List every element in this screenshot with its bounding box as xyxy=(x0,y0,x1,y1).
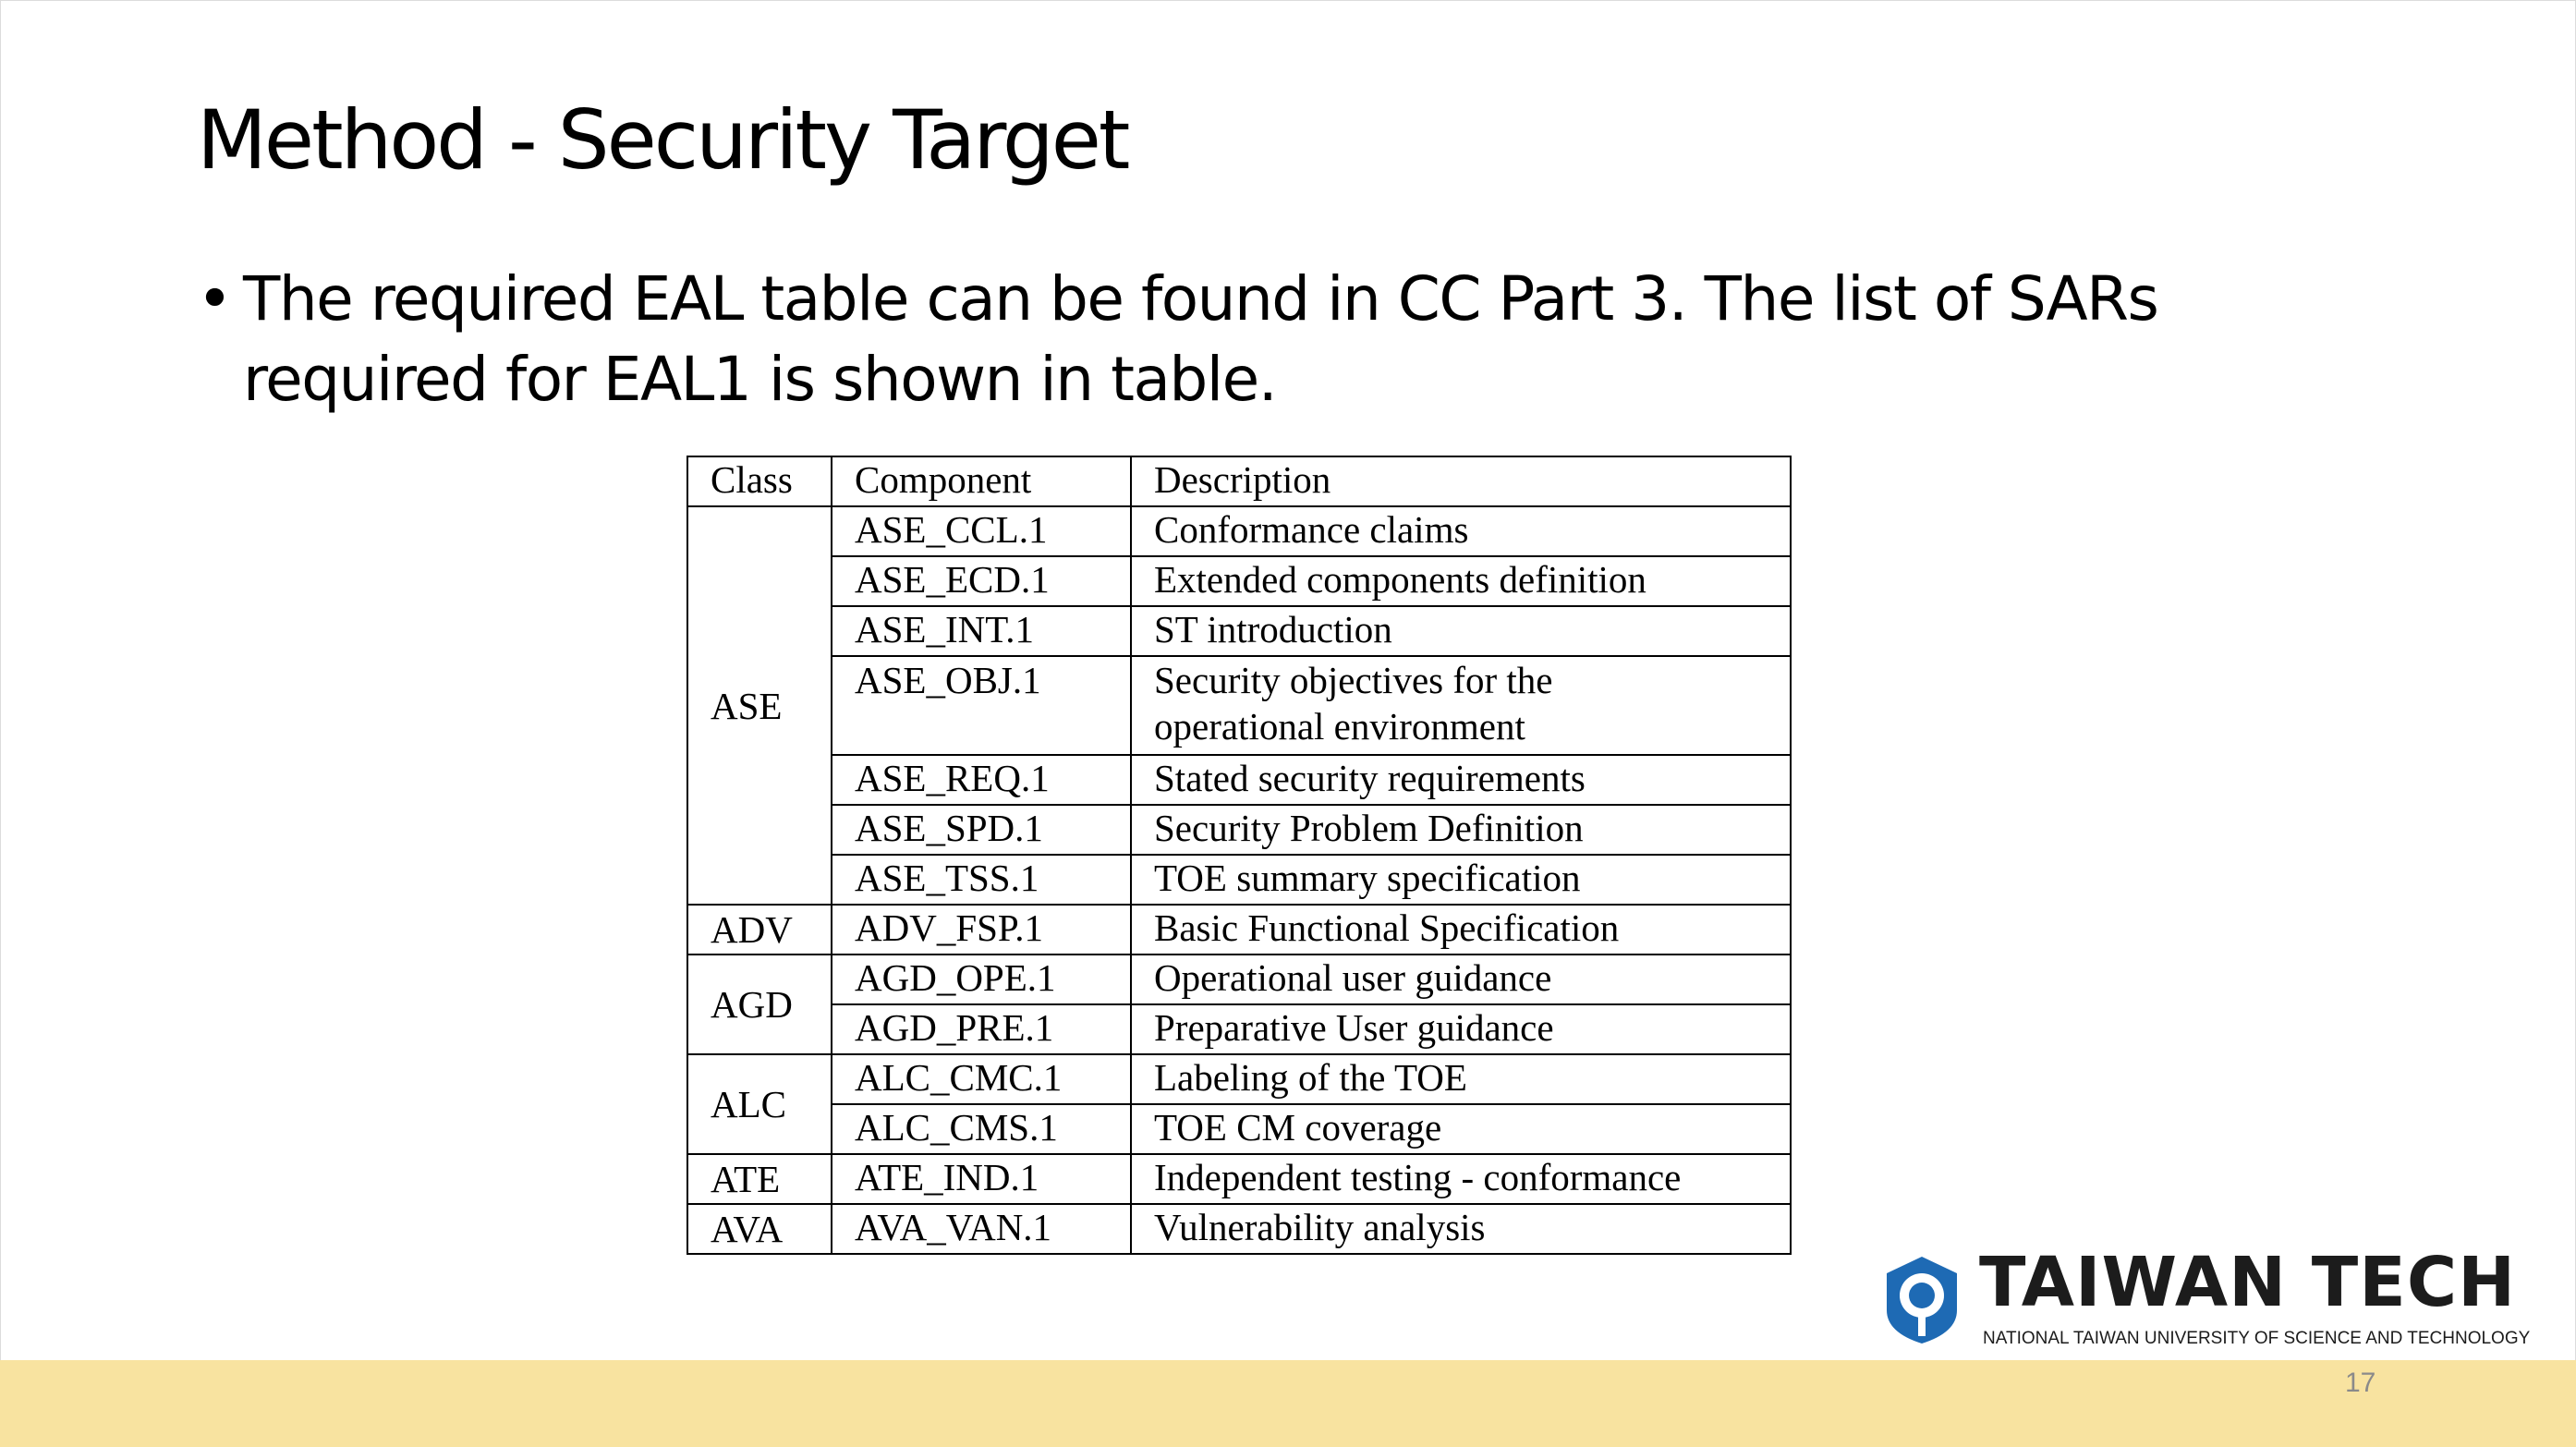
table-row xyxy=(687,656,1791,755)
component-cell: AGD_OPE.1 xyxy=(832,955,1131,1004)
table-row xyxy=(687,855,1791,905)
component-cell: AVA_VAN.1 xyxy=(832,1204,1131,1254)
component-cell: ADV_FSP.1 xyxy=(832,905,1131,955)
description-line: Security objectives for the xyxy=(1154,659,1553,701)
table-row xyxy=(687,1204,1791,1254)
bullet-item xyxy=(197,259,2322,420)
component-cell: ASE_REQ.1 xyxy=(832,755,1131,805)
sar-table xyxy=(687,456,1792,1255)
bullet-text: The required EAL table can be found in CC Part 3. The list of SARs required for EAL1 is shown in table. xyxy=(243,263,2158,415)
description-cell: Extended components definition xyxy=(1131,556,1791,606)
description-cell: Conformance claims xyxy=(1131,506,1791,556)
component-cell: ASE_INT.1 xyxy=(832,606,1131,656)
component-cell: ALC_CMS.1 xyxy=(832,1104,1131,1154)
component-cell: ASE_OBJ.1 xyxy=(832,656,1131,755)
bullet-dot: • xyxy=(197,263,232,334)
table-row xyxy=(687,1104,1791,1154)
description-cell xyxy=(1131,656,1791,755)
description-line: operational environment xyxy=(1154,705,1525,748)
footer-band xyxy=(0,1360,2576,1447)
table-header-row xyxy=(687,456,1791,506)
class-cell: ASE xyxy=(687,506,832,905)
description-cell: Basic Functional Specification xyxy=(1131,905,1791,955)
description-cell: Independent testing - conformance xyxy=(1131,1154,1791,1204)
description-cell: TOE CM coverage xyxy=(1131,1104,1791,1154)
table-row xyxy=(687,556,1791,606)
component-cell: ALC_CMC.1 xyxy=(832,1054,1131,1104)
header-class: Class xyxy=(687,456,832,506)
description-cell: Labeling of the TOE xyxy=(1131,1054,1791,1104)
description-cell: Operational user guidance xyxy=(1131,955,1791,1004)
component-cell: AGD_PRE.1 xyxy=(832,1004,1131,1054)
table-row xyxy=(687,506,1791,556)
component-cell: ASE_SPD.1 xyxy=(832,805,1131,855)
table-row xyxy=(687,1004,1791,1054)
component-cell: ATE_IND.1 xyxy=(832,1154,1131,1204)
description-cell: Preparative User guidance xyxy=(1131,1004,1791,1054)
table-row xyxy=(687,755,1791,805)
description-cell: Stated security requirements xyxy=(1131,755,1791,805)
description-cell: Security Problem Definition xyxy=(1131,805,1791,855)
description-cell: ST introduction xyxy=(1131,606,1791,656)
logo-name: TAIWAN TECH xyxy=(1979,1243,2517,1322)
table-row xyxy=(687,606,1791,656)
logo-subtitle: NATIONAL TAIWAN UNIVERSITY OF SCIENCE AND TECHNOLOGY xyxy=(1983,1329,2531,1348)
table-row xyxy=(687,905,1791,955)
university-emblem-icon xyxy=(1876,1253,1968,1345)
class-cell: AVA xyxy=(687,1204,832,1254)
class-cell: AGD xyxy=(687,955,832,1054)
table-row xyxy=(687,1154,1791,1204)
class-cell: ATE xyxy=(687,1154,832,1204)
university-logo xyxy=(1876,1243,2559,1360)
table-row xyxy=(687,1054,1791,1104)
description-cell: TOE summary specification xyxy=(1131,855,1791,905)
header-component: Component xyxy=(832,456,1131,506)
component-cell: ASE_TSS.1 xyxy=(832,855,1131,905)
class-cell: ADV xyxy=(687,905,832,955)
header-description: Description xyxy=(1131,456,1791,506)
component-cell: ASE_CCL.1 xyxy=(832,506,1131,556)
class-cell: ALC xyxy=(687,1054,832,1154)
table-row xyxy=(687,955,1791,1004)
table-row xyxy=(687,805,1791,855)
description-cell: Vulnerability analysis xyxy=(1131,1204,1791,1254)
slide-title: Method - Security Target xyxy=(197,92,1128,188)
component-cell: ASE_ECD.1 xyxy=(832,556,1131,606)
page-number: 17 xyxy=(2345,1368,2376,1398)
